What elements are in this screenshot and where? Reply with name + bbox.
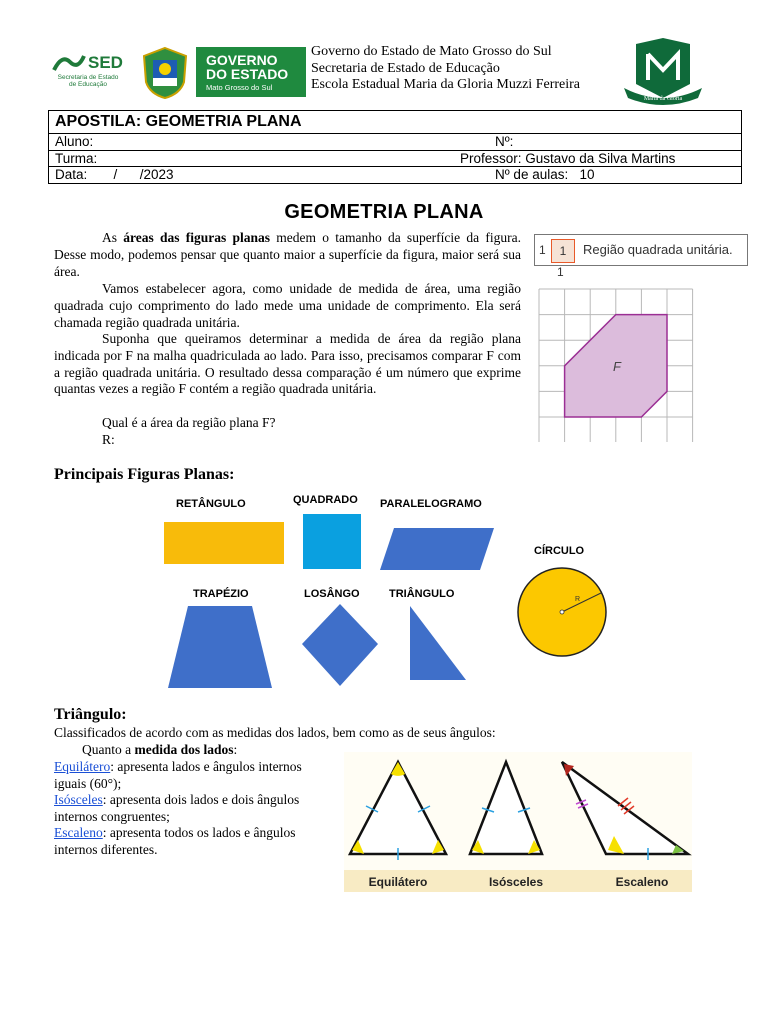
intro-paragraph-3: Suponha que queiramos determinar a medida de área da região plana indicada por F na malha quadriculada ao lado. Para isso, precisamos comparar F com a região quadrada unitária. O resultado dessa comparação é um número que exprime quantas vezes a região F contém a região quadrada unitária. <box>54 331 521 397</box>
professor-label: Professor: Gustavo da Silva Martins <box>460 150 676 166</box>
shape-retangulo <box>164 522 284 564</box>
unit-side-left: 1 <box>539 243 546 257</box>
unit-square-label: Região quadrada unitária. <box>583 242 733 257</box>
text-isosceles: : apresenta dois lados e dois ângulos internos congruentes; <box>54 792 300 824</box>
info-row-turma <box>49 150 741 167</box>
quanto-bold: medida dos lados <box>134 742 234 757</box>
header-line-1: Governo do Estado de Mato Grosso do Sul <box>311 44 552 59</box>
sed-logo-title: SED <box>88 53 123 72</box>
img-label-escaleno: Escaleno <box>615 875 669 889</box>
radius-label: R <box>575 596 581 603</box>
numero-label: Nº: <box>495 134 514 149</box>
link-escaleno[interactable]: Escaleno <box>54 825 103 840</box>
shape-circulo <box>513 566 611 658</box>
header-line-2: Secretaria de Estado de Educação <box>311 60 500 76</box>
ms-coat-of-arms-icon <box>140 46 190 100</box>
shape-trapezio <box>168 604 272 688</box>
text-escaleno: : apresenta todos os lados e ângulos internos diferentes. <box>54 825 296 857</box>
unit-square <box>551 239 575 263</box>
data-label: Data: / /2023 <box>55 167 174 182</box>
aluno-label: Aluno: <box>55 134 94 149</box>
sed-mark-icon <box>52 52 86 72</box>
school-logo-text: Maria da Glória <box>643 96 683 102</box>
label-trapezio: TRAPÉZIO <box>193 588 249 600</box>
shape-quadrado <box>303 514 361 569</box>
intro-p1-bold: áreas das figuras planas <box>123 230 271 245</box>
shape-losango <box>300 602 380 686</box>
grid-region-f <box>538 288 694 442</box>
school-logo-icon <box>622 38 704 106</box>
page-title: GEOMETRIA PLANA <box>284 201 484 223</box>
intro-answer: R: <box>102 432 115 447</box>
sed-logo <box>46 50 126 98</box>
aulas-label: Nº de aulas: 10 <box>495 167 595 182</box>
sed-logo-sub1: Secretaria de Estado <box>57 74 119 81</box>
triangle-intro: Classificados de acordo com as medidas dos lados, bem como as de seus ângulos: <box>54 725 496 740</box>
info-title: APOSTILA: GEOMETRIA PLANA <box>55 113 302 130</box>
shape-paralelogramo <box>380 526 496 572</box>
label-paralelogramo: PARALELOGRAMO <box>380 498 482 510</box>
gov-logo-line3: Mato Grosso do Sul <box>206 83 273 92</box>
gov-logo-line2: DO ESTADO <box>206 66 289 82</box>
def-equilatero <box>54 759 324 792</box>
unit-inner: 1 <box>559 244 567 258</box>
region-f-label: F <box>613 359 621 374</box>
governo-logo <box>196 47 306 97</box>
quanto-text: Quanto a <box>82 742 135 757</box>
triangle-section-title: Triângulo: <box>54 706 127 723</box>
turma-label: Turma: <box>55 150 98 166</box>
img-label-equilatero: Equilátero <box>368 875 428 889</box>
sed-logo-sub2: de Educação <box>69 81 107 88</box>
img-label-isosceles: Isósceles <box>488 875 544 889</box>
gov-logo-line1: GOVERNO <box>206 52 278 68</box>
def-escaleno <box>54 825 324 858</box>
link-equilatero[interactable]: Equilátero <box>54 759 111 774</box>
intro-paragraph-2: Vamos estabelecer agora, como unidade de medida de área, uma região quadrada cujo comprimento do lado mede uma unidade de comprimento. Ela será chamada região quadrada unitária. <box>54 281 521 330</box>
link-isosceles[interactable]: Isósceles <box>54 792 103 807</box>
text-equilatero: : apresenta lados e ângulos internos iguais (60°); <box>54 759 302 791</box>
intro-p1-end: medem o tamanho da superfície da figura. Desse modo, podemos pensar que quanto maior a superfície da figura, maior será sua área. <box>54 230 521 279</box>
label-losango: LOSÂNGO <box>304 588 360 600</box>
triangle-types-figure <box>344 752 692 892</box>
header-text <box>311 44 580 94</box>
label-triangulo: TRIÂNGULO <box>389 588 455 600</box>
shape-triangulo <box>408 604 468 680</box>
intro-question: Qual é a área da região plana F? <box>102 415 276 430</box>
info-row-aluno <box>49 133 741 150</box>
label-circulo: CÍRCULO <box>534 545 585 557</box>
intro-p1-start: As <box>102 230 124 245</box>
figures-section-title: Principais Figuras Planas: <box>54 466 235 483</box>
unit-side-bottom: 1 <box>557 265 564 279</box>
info-title-row <box>49 111 741 133</box>
info-table <box>48 110 742 184</box>
label-retangulo: RETÂNGULO <box>176 498 246 510</box>
label-quadrado: QUADRADO <box>293 494 358 506</box>
triangle-quanto <box>54 742 237 758</box>
intro-paragraph-1 <box>54 230 521 280</box>
info-row-data <box>49 166 741 183</box>
def-isosceles <box>54 792 324 825</box>
quanto-end: : <box>233 742 238 757</box>
header-line-3: Escola Estadual Maria da Gloria Muzzi Ferreira <box>311 77 581 92</box>
unit-square-box <box>534 234 748 266</box>
